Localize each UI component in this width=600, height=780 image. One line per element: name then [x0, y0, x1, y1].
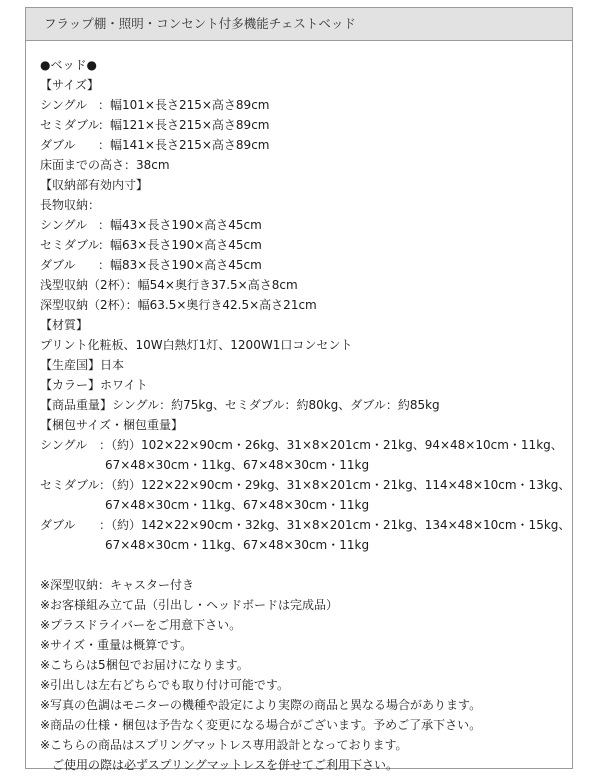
storage-label: セミダブル [40, 238, 100, 252]
package-label: ダブル [40, 518, 76, 532]
storage-value: ：幅43×長さ190×高さ45cm [98, 218, 262, 232]
note-item: ※深型収納：キャスター付き [40, 578, 195, 592]
package-line1: ：（約）142×22×90cm・32kg、31×8×201cm・21kg、134×48×10cm・15kg、 [99, 518, 571, 532]
storage-label: ダブル [40, 258, 76, 272]
size-row [40, 135, 572, 155]
color-text: 【カラー】ホワイト [40, 378, 148, 392]
material-heading: 【材質】 [40, 318, 89, 332]
note-item: ※商品の仕様・梱包は予告なく変更になる場合がございます。予めご了承下さい。 [40, 718, 482, 732]
package-row [40, 515, 572, 535]
note-item: ※プラスドライバーをご用意下さい。 [40, 618, 242, 632]
note-item: ご使用の際は必ずスプリングマットレスを併せてご利用下さい。 [52, 758, 398, 772]
storage-value: ：幅83×長さ190×高さ45cm [98, 258, 262, 272]
storage-row [40, 215, 572, 235]
shallow-storage: 浅型収納（2杯）：幅54×奥行き37.5×高さ8cm [40, 278, 298, 292]
note-item: ※引出しは左右どちらでも取り付け可能です。 [40, 678, 289, 692]
package-line2: 67×48×30cm・11kg、67×48×30cm・11kg [105, 498, 370, 512]
page-title: フラップ棚・照明・コンセント付多機能チェストベッド [26, 8, 572, 41]
storage-row [40, 255, 572, 275]
notes-list [40, 575, 572, 775]
size-label: ダブル [40, 138, 76, 152]
note-item: ※サイズ・重量は概算です。 [40, 638, 193, 652]
package-label: セミダブル [40, 478, 100, 492]
package-row [40, 435, 572, 455]
size-label: セミダブル [40, 118, 100, 132]
size-label: シングル [40, 98, 88, 112]
origin-text: 【生産国】日本 [40, 358, 125, 372]
floor-height: 床面までの高さ：38cm [40, 158, 170, 172]
spec-body [26, 41, 572, 775]
spec-panel [25, 7, 573, 772]
package-line1: ：（約）102×22×90cm・26kg、31×8×201cm・21kg、94×48×10cm・11kg、 [99, 438, 563, 452]
package-label: シングル [40, 438, 88, 452]
package-heading: 【梱包サイズ・梱包重量】 [40, 418, 184, 432]
weight-text: 【商品重量】シングル：約75kg、セミダブル：約80kg、ダブル：約85kg [40, 398, 440, 412]
size-row [40, 115, 572, 135]
package-row [40, 475, 572, 495]
deep-storage: 深型収納（2杯）：幅63.5×奥行き42.5×高さ21cm [40, 298, 317, 312]
material-text: プリント化粧板、10W白熱灯1灯、1200W1口コンセント [40, 338, 353, 352]
long-storage-label: 長物収納： [40, 198, 101, 212]
size-row [40, 95, 572, 115]
package-line2: 67×48×30cm・11kg、67×48×30cm・11kg [105, 538, 370, 552]
bed-heading: ●ベッド● [40, 58, 97, 72]
storage-row [40, 235, 572, 255]
note-item: ※お客様組み立て品（引出し・ヘッドボードは完成品） [40, 598, 339, 612]
package-line1: ：（約）122×22×90cm・29kg、31×8×201cm・21kg、114×48×10cm・13kg、 [99, 478, 571, 492]
size-value: ：幅101×長さ215×高さ89cm [98, 98, 270, 112]
storage-heading: 【収納部有効内寸】 [40, 178, 149, 192]
size-value: ：幅141×長さ215×高さ89cm [98, 138, 270, 152]
spacer [40, 555, 572, 575]
note-item: ※こちらは5梱包でお届けになります。 [40, 658, 249, 672]
size-heading: 【サイズ】 [40, 78, 100, 92]
storage-value: ：幅63×長さ190×高さ45cm [98, 238, 262, 252]
package-line2: 67×48×30cm・11kg、67×48×30cm・11kg [105, 458, 370, 472]
storage-label: シングル [40, 218, 88, 232]
size-value: ：幅121×長さ215×高さ89cm [98, 118, 270, 132]
note-item: ※写真の色調はモニターの機種や設定により実際の商品と異なる場合があります。 [40, 698, 482, 712]
note-item: ※こちらの商品はスプリングマットレス専用設計となっております。 [40, 738, 408, 752]
